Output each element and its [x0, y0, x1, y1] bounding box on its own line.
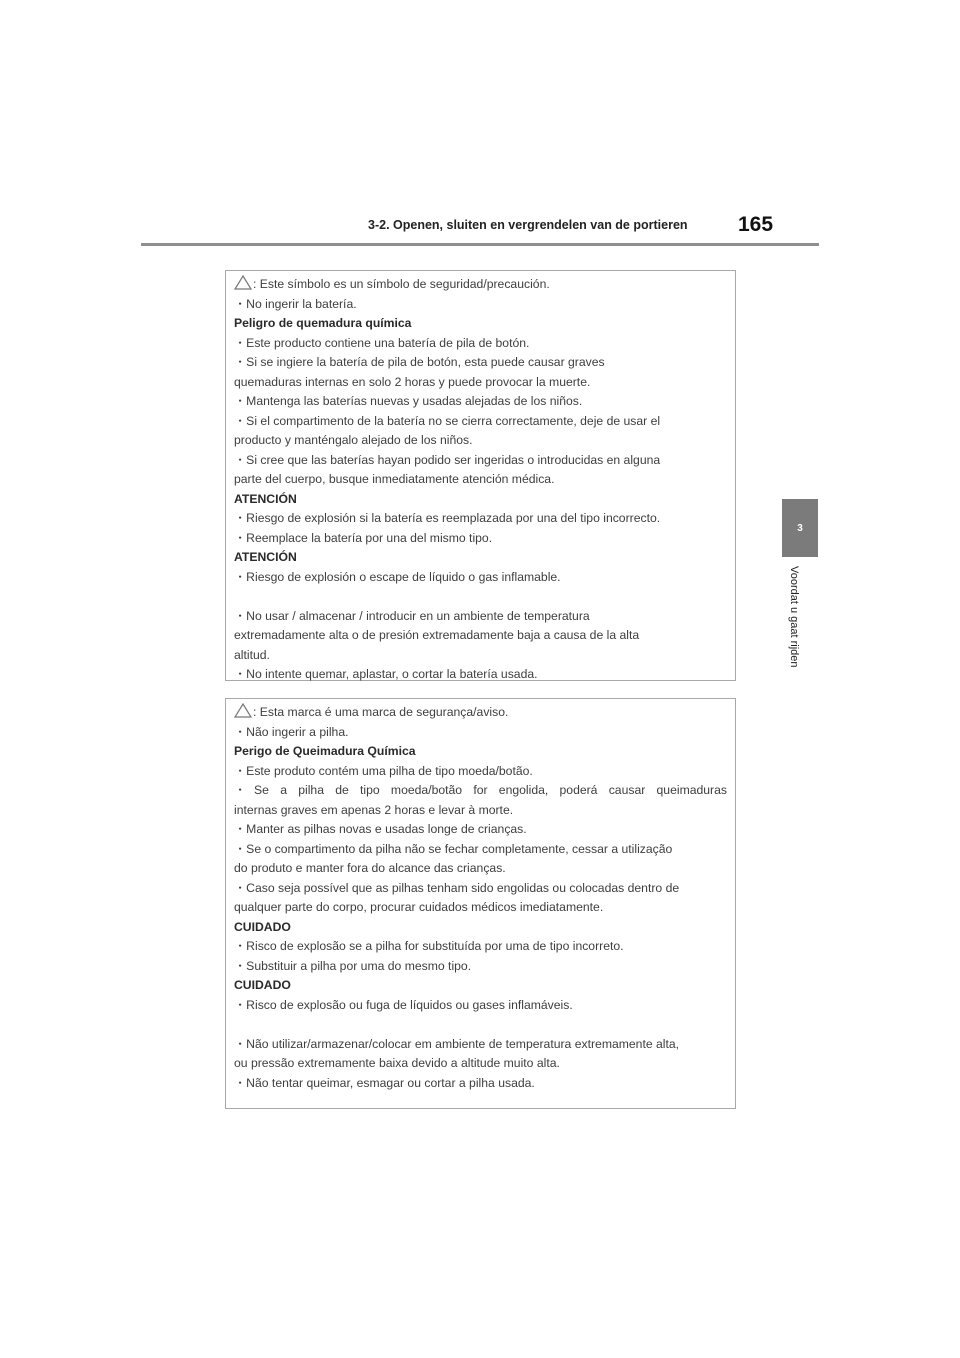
section-heading: CUIDADO [234, 919, 291, 934]
section-heading: ATENCIÓN [234, 550, 297, 564]
text-line: ・Substituir a pilha por uma do mesmo tipo. [234, 958, 472, 973]
text-line: ・No ingerir la batería. [234, 296, 357, 311]
text-line: ・Mantenga las baterías nuevas y usadas alejadas de los niños. [234, 394, 583, 408]
text-line: ・Si el compartimento de la batería no se cierra correctamente, deje de usar el [234, 413, 661, 428]
text-line: ・Se o compartimento da pilha não se fechar completamente, cessar a utilização [234, 841, 673, 856]
header-rule [141, 243, 819, 246]
text-line: ・Este producto contiene una batería de pila de botón. [234, 335, 530, 350]
chapter-label: Voordat u gaat rijden [788, 566, 800, 668]
text-line: internas graves em apenas 2 horas e levar à morte. [234, 802, 514, 817]
text-line: ・Não ingerir a pilha. [234, 724, 349, 739]
symbol-text: : Esta marca é uma marca de segurança/aviso. [253, 705, 509, 719]
section-heading: Perigo de Queimadura Química [234, 744, 416, 758]
text-line: extremadamente alta o de presión extremadamente baja a causa de la alta [234, 628, 640, 642]
section-heading: ATENCIÓN [234, 491, 297, 506]
text-line: ・No intente quemar, aplastar, o cortar la batería usada. [234, 667, 538, 681]
text-line: ・Reemplace la batería por una del mismo tipo. [234, 530, 493, 545]
text-line: ・Não utilizar/armazenar/colocar em ambiente de temperatura extremamente alta, [234, 1036, 680, 1051]
section-title: 3-2. Openen, sluiten en vergrendelen van de portieren [368, 218, 688, 232]
text-line: ・Si se ingiere la batería de pila de botón, esta puede causar graves [234, 355, 605, 369]
warning-box-spanish [225, 270, 736, 681]
warning-box-portuguese [225, 698, 736, 1109]
text-line: ・Risco de explosão ou fuga de líquidos ou gases inflamáveis. [234, 997, 573, 1012]
symbol-line [234, 703, 727, 723]
spacer [234, 1015, 727, 1035]
text-line: ・Manter as pilhas novas e usadas longe de crianças. [234, 822, 527, 836]
text-line: ・Riesgo de explosión si la batería es reemplazada por una del tipo incorrecto. [234, 511, 661, 525]
text-line: ・Se a pilha de tipo moeda/botão for engolida, poderá causar queimaduras [234, 783, 727, 797]
text-line: do produto e manter fora do alcance das crianças. [234, 861, 506, 875]
chapter-number: 3 [797, 522, 803, 534]
symbol-line [234, 275, 727, 295]
text-line: ・Risco de explosão se a pilha for substituída por uma de tipo incorreto. [234, 939, 624, 953]
chapter-tab [782, 499, 818, 557]
page-number: 165 [738, 213, 774, 236]
text-line: ・Este produto contém uma pilha de tipo moeda/botão. [234, 763, 533, 778]
text-line: producto y manténgalo alejado de los niños. [234, 433, 473, 447]
text-line: qualquer parte do corpo, procurar cuidados médicos imediatamente. [234, 900, 604, 914]
section-heading: CUIDADO [234, 978, 291, 992]
text-line: quemaduras internas en solo 2 horas y puede provocar la muerte. [234, 374, 591, 389]
symbol-text: : Este símbolo es un símbolo de seguridad/precaución. [253, 277, 550, 291]
spacer [234, 587, 727, 607]
text-line: ・No usar / almacenar / introducir en un ambiente de temperatura [234, 608, 590, 623]
text-line: ou pressão extremamente baixa devido a altitude muito alta. [234, 1056, 560, 1070]
section-heading: Peligro de quemadura química [234, 316, 412, 330]
warning-triangle-icon [234, 275, 252, 290]
text-line: ・Si cree que las baterías hayan podido ser ingeridas o introducidas en alguna [234, 452, 661, 467]
text-line: ・Não tentar queimar, esmagar ou cortar a pilha usada. [234, 1075, 535, 1090]
text-line: ・Riesgo de explosión o escape de líquido o gas inflamable. [234, 569, 561, 584]
text-line: altitud. [234, 647, 270, 662]
warning-triangle-icon [234, 703, 252, 718]
text-line: ・Caso seja possível que as pilhas tenham sido engolidas ou colocadas dentro de [234, 880, 680, 895]
text-line: parte del cuerpo, busque inmediatamente atención médica. [234, 472, 555, 486]
